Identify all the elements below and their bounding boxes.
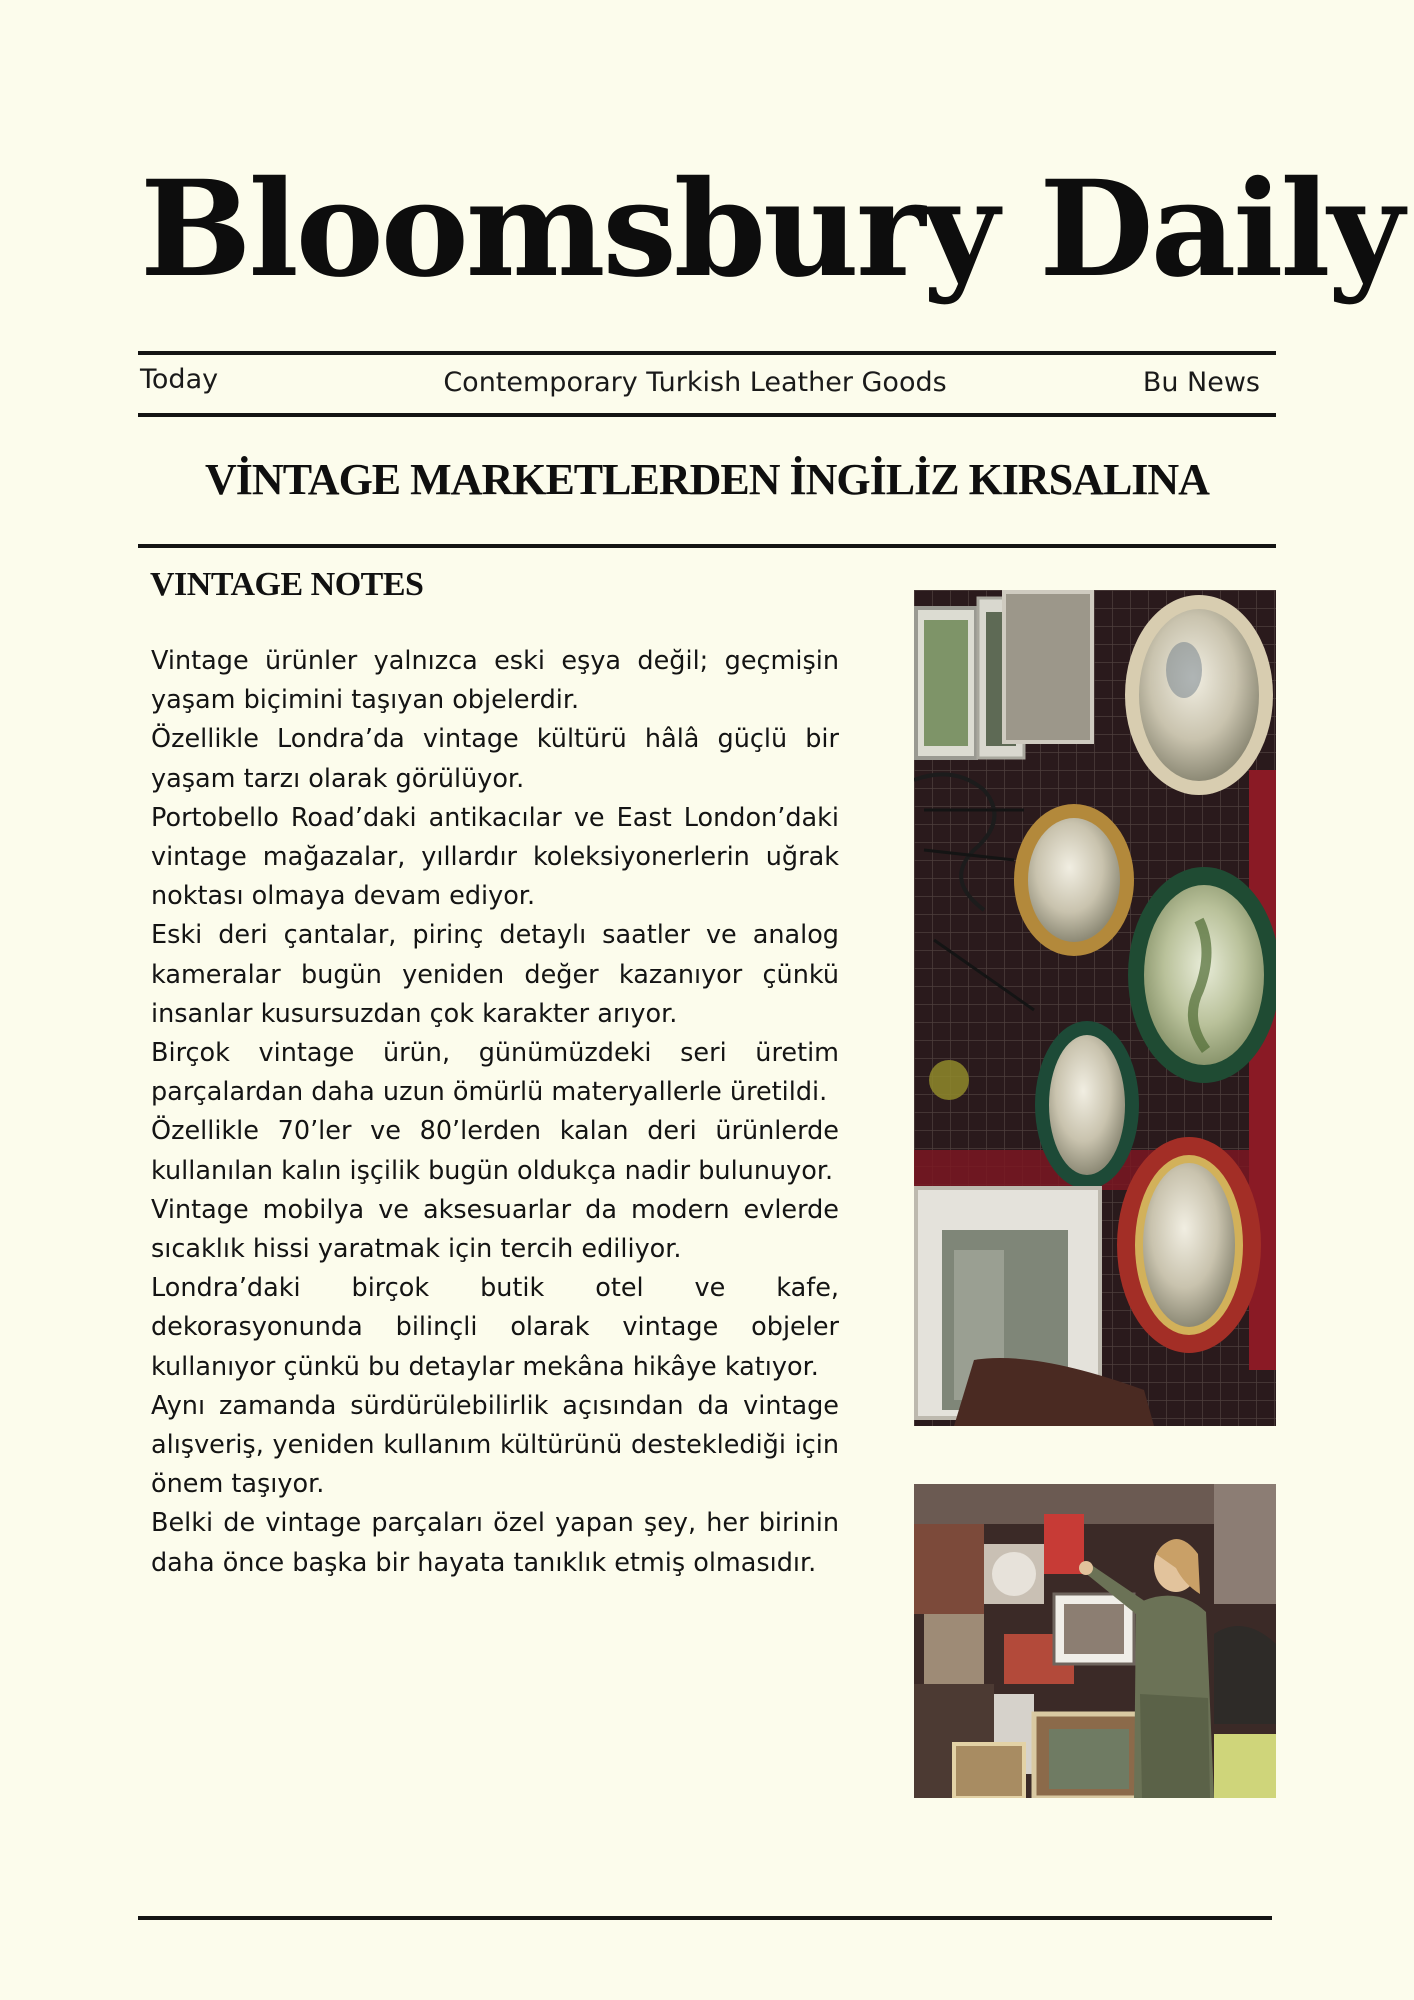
- market-stall-photo: [914, 1484, 1276, 1798]
- article-paragraph: Vintage ürünler yalnızca eski eşya değil; geçmişin yaşam biçimini taşıyan objelerdir.: [151, 646, 839, 716]
- news-label: Bu News: [1142, 367, 1260, 398]
- divider-top: [138, 351, 1276, 355]
- section-title: VINTAGE NOTES: [150, 566, 424, 603]
- article-paragraph: Birçok vintage ürün, günümüzdeki seri üretim parçalardan daha uzun ömürlü materyallerle üretildi.: [151, 1038, 839, 1108]
- sub-header-bar: [140, 358, 1260, 408]
- divider-bottom: [138, 1916, 1272, 1920]
- divider-sub: [138, 413, 1276, 417]
- tagline: Contemporary Turkish Leather Goods: [443, 367, 947, 398]
- article-body: [151, 642, 839, 1583]
- mirrors-wall-photo: [914, 590, 1276, 1426]
- article-paragraph: Portobello Road’daki antikacılar ve East London’daki vintage mağazalar, yıllardır koleksiyonerlerin uğrak noktası olmaya devam ediyor.: [151, 802, 839, 912]
- divider-headline: [138, 544, 1276, 548]
- article-paragraph: Vintage mobilya ve aksesuarlar da modern evlerde sıcaklık hissi yaratmak için tercih ediliyor.: [151, 1194, 839, 1265]
- masthead-title: Bloomsbury Daily: [140, 152, 1402, 307]
- article-paragraph: Eski deri çantalar, pirinç detaylı saatler ve analog kameralar bugün yeniden değer kazanıyor çünkü insanlar kusursuzdan çok karakter arıyor.: [151, 920, 839, 1029]
- article-paragraph: Londra’daki birçok butik otel ve kafe, dekorasyonunda bilinçli olarak vintage objeler kullanıyor çünkü bu detaylar mekâna hikâye katıyor.: [151, 1273, 839, 1382]
- article-paragraph: Aynı zamanda sürdürülebilirlik açısından da vintage alışveriş, yeniden kullanım kültürünü desteklediği için önem taşıyor.: [151, 1390, 839, 1500]
- article-paragraph: Özellikle Londra’da vintage kültürü hâlâ güçlü bir yaşam tarzı olarak görülüyor.: [151, 724, 839, 794]
- article-paragraph: Özellikle 70’ler ve 80’lerden kalan deri ürünlerde kullanılan kalın işçilik bugün oldukça nadir bulunuyor.: [151, 1116, 839, 1186]
- article-paragraph: Belki de vintage parçaları özel yapan şey, her birinin daha önce başka bir hayata tanıklık etmiş olmasıdır.: [151, 1508, 839, 1578]
- date-label: Today: [140, 364, 219, 395]
- headline: VİNTAGE MARKETLERDEN İNGİLİZ KIRSALINA: [205, 455, 1209, 504]
